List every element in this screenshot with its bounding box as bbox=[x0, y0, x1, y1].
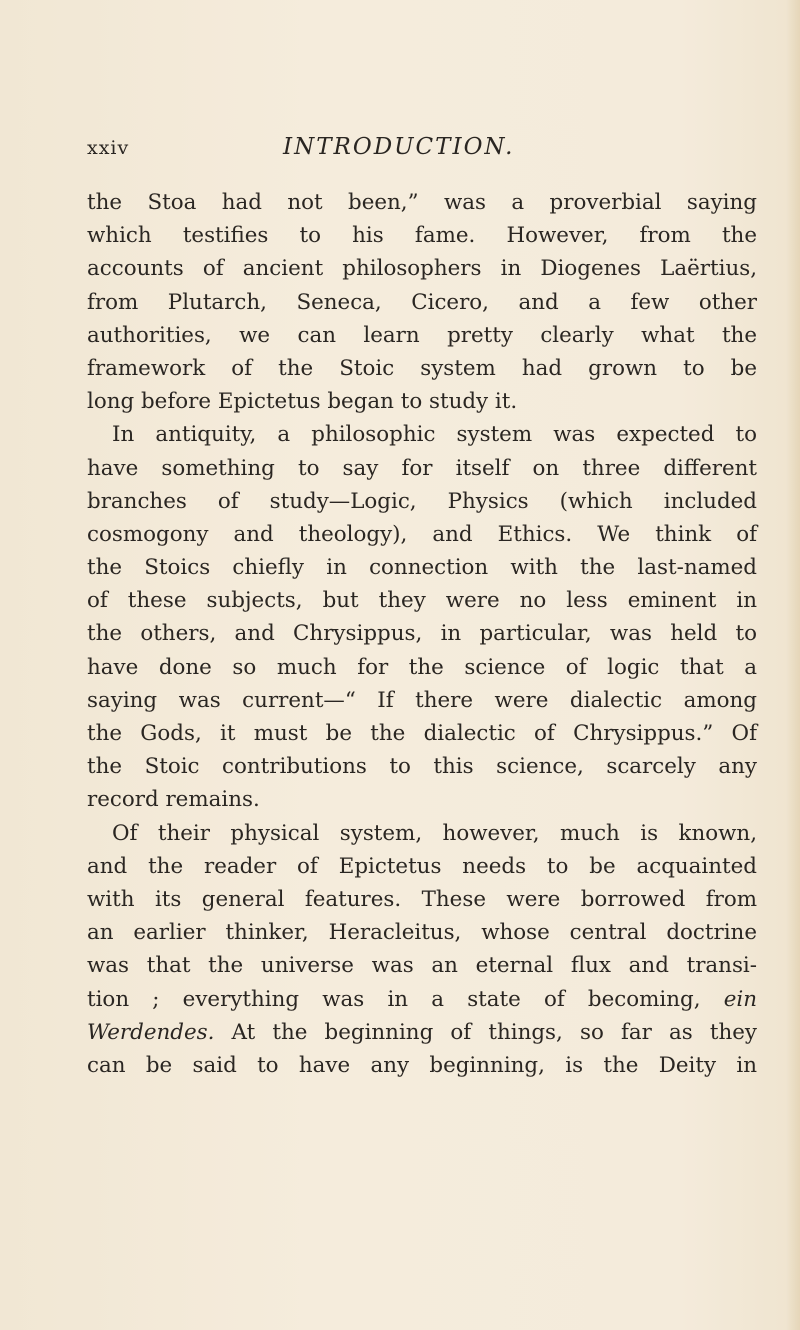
text-line: saying was current—“ If there were dialectic among bbox=[87, 687, 757, 713]
paragraph-start-line: Of their physical system, however, much is known, bbox=[112, 820, 757, 846]
text-line: the Gods, it must be the dialectic of Chrysippus.” Of bbox=[87, 721, 757, 746]
text-line: cosmogony and theology), and Ethics. We think of bbox=[87, 521, 757, 547]
text-line: authorities, we can learn pretty clearly what the bbox=[87, 322, 757, 348]
text-line: with its general features. These were borrowed from bbox=[87, 886, 757, 912]
text-line: branches of study—Logic, Physics (which included bbox=[87, 488, 757, 514]
text-line: can be said to have any beginning, is the Deity in bbox=[87, 1052, 757, 1078]
text-line: long before Epictetus began to study it. bbox=[87, 389, 518, 415]
page-header bbox=[0, 134, 800, 169]
text-line: was that the universe was an eternal flux and transi- bbox=[87, 953, 757, 979]
text-line: have something to say for itself on three different bbox=[87, 455, 757, 481]
text-line: and the reader of Epictetus needs to be acquainted bbox=[87, 853, 757, 879]
text-line: accounts of ancient philosophers in Diogenes Laërtius, bbox=[87, 256, 757, 282]
text-line: of these subjects, but they were no less eminent in bbox=[87, 588, 757, 614]
paragraph-start-line: In antiquity, a philosophic system was expected to bbox=[112, 422, 757, 448]
text-line: the Stoic contributions to this science, scarcely any bbox=[87, 754, 757, 780]
text-line: Werdendes. At the beginning of things, so far as they bbox=[87, 1019, 757, 1045]
text-line: the Stoics chiefly in connection with the last-named bbox=[87, 555, 757, 581]
text-line: from Plutarch, Seneca, Cicero, and a few other bbox=[87, 289, 757, 315]
page-edge-shadow bbox=[786, 0, 800, 1330]
text-line: the others, and Chrysippus, in particular, was held to bbox=[87, 621, 757, 647]
text-line: have done so much for the science of logic that a bbox=[87, 654, 757, 680]
body-text bbox=[87, 186, 757, 1082]
page-number: xxiv bbox=[87, 137, 130, 159]
text-line: an earlier thinker, Heracleitus, whose central doctrine bbox=[87, 920, 757, 946]
text-line: record remains. bbox=[87, 787, 260, 813]
text-line: tion ; everything was in a state of becoming, ein bbox=[87, 986, 757, 1012]
running-head: INTRODUCTION. bbox=[283, 134, 515, 160]
text-line: the Stoa had not been,” was a proverbial saying bbox=[87, 190, 757, 215]
text-line: framework of the Stoic system had grown to be bbox=[87, 355, 757, 381]
text-line: which testifies to his fame. However, from the bbox=[87, 223, 757, 249]
